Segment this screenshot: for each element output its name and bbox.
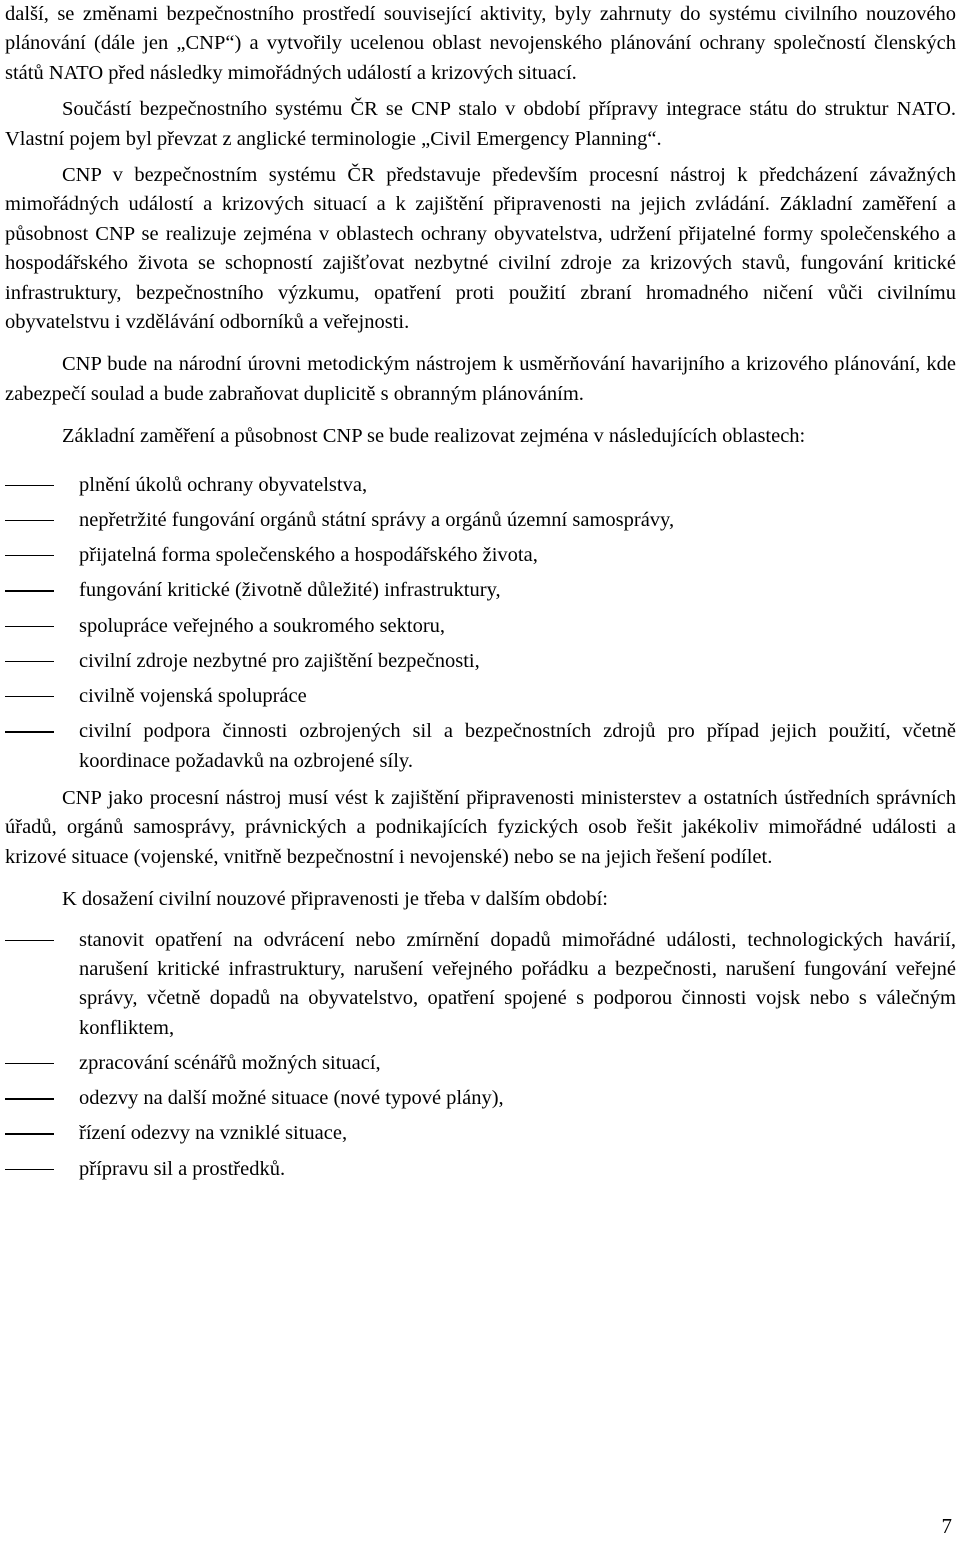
- list-item: spolupráce veřejného a soukromého sektoru,: [5, 612, 956, 641]
- list-item: plnění úkolů ochrany obyvatelstva,: [5, 471, 956, 500]
- list-item: civilní zdroje nezbytné pro zajištění bezpečnosti,: [5, 647, 956, 676]
- list-item: odezvy na další možné situace (nové typové plány),: [5, 1084, 956, 1113]
- list-item: zpracování scénářů možných situací,: [5, 1049, 956, 1078]
- paragraph-cnp-tool: CNP jako procesní nástroj musí vést k zajištění připravenosti ministerstev a ostatních ústředních správních úřadů, orgánů samosprávy, právnických a podnikajících fyzických osob řešit jakékoliv mimořádné události a krizové situace (vojenské, vnitřně bezpečnostní i nevojenské) nebo se na jejich řešení podílet.: [5, 786, 956, 868]
- list-item: přijatelná forma společenského a hospodářského života,: [5, 541, 956, 570]
- areas-list: [5, 471, 956, 776]
- paragraph-cnp-national: CNP bude na národní úrovni metodickým nástrojem k usměrňování havarijního a krizového plánování, kde zabezpečí soulad a bude zabraňovat duplicitě s obranným plánováním.: [5, 353, 956, 405]
- list-item: nepřetržité fungování orgánů státní správy a orgánů územní samosprávy,: [5, 506, 956, 535]
- list-item: fungování kritické (životně důležité) infrastruktury,: [5, 576, 956, 605]
- paragraph-cnp-purpose: CNP v bezpečnostním systému ČR představuje především procesní nástroj k předcházení závažných mimořádných událostí a krizových situací a k zajištění připravenosti na jejich zvládání. Základní zaměření a působnost CNP se realizuje zejména v oblastech ochrany obyvatelstva, udržení přijatelné formy společenského a hospodářského života se schopností zajišťovat nezbytné civilní zdroje za krizových stavů, fungování kritické infrastruktury, bezpečnostního výzkumu, opatření proti použití zbraní hromadného ničení vůči civilnímu obyvatelstvu i vzdělávání odborníků a veřejnosti.: [5, 164, 956, 334]
- paragraph-tasks-intro: K dosažení civilní nouzové připravenosti je třeba v dalším období:: [62, 888, 608, 911]
- paragraph-intro-continuation: další, se změnami bezpečnostního prostředí související aktivity, byly zahrnuty do systému civilního nouzového plánování (dále jen „CNP“) a vytvořily ucelenou oblast nevojenského plánování ochrany společností členských států NATO před následky mimořádných událostí a krizových situací.: [5, 3, 956, 84]
- paragraph-areas-intro: Základní zaměření a působnost CNP se bude realizovat zejména v následujících oblastech:: [62, 425, 806, 448]
- tasks-list: [5, 926, 956, 1184]
- page-number: 7: [941, 1514, 952, 1538]
- list-item: civilně vojenská spolupráce: [5, 682, 956, 711]
- page-body: [5, 0, 956, 1190]
- list-item: stanovit opatření na odvrácení nebo zmírnění dopadů mimořádné události, technologických havárií, narušení kritické infrastruktury, narušení veřejného pořádku a bezpečnosti, narušení fungování veřejné správy, včetně dopadů na obyvatelstvo, opatření spojené s podporou činnosti vojsk nebo s válečným konfliktem,: [5, 926, 956, 1044]
- list-item: civilní podpora činnosti ozbrojených sil a bezpečnostních zdrojů pro případ jejich použití, včetně koordinace požadavků na ozbrojené síly.: [5, 717, 956, 776]
- paragraph-cnp-origin: Součástí bezpečnostního systému ČR se CNP stalo v období přípravy integrace státu do struktur NATO. Vlastní pojem byl převzat z anglické terminologie „Civil Emergency Planning“.: [5, 98, 956, 150]
- list-item: řízení odezvy na vzniklé situace,: [5, 1119, 956, 1148]
- list-item: přípravu sil a prostředků.: [5, 1155, 956, 1184]
